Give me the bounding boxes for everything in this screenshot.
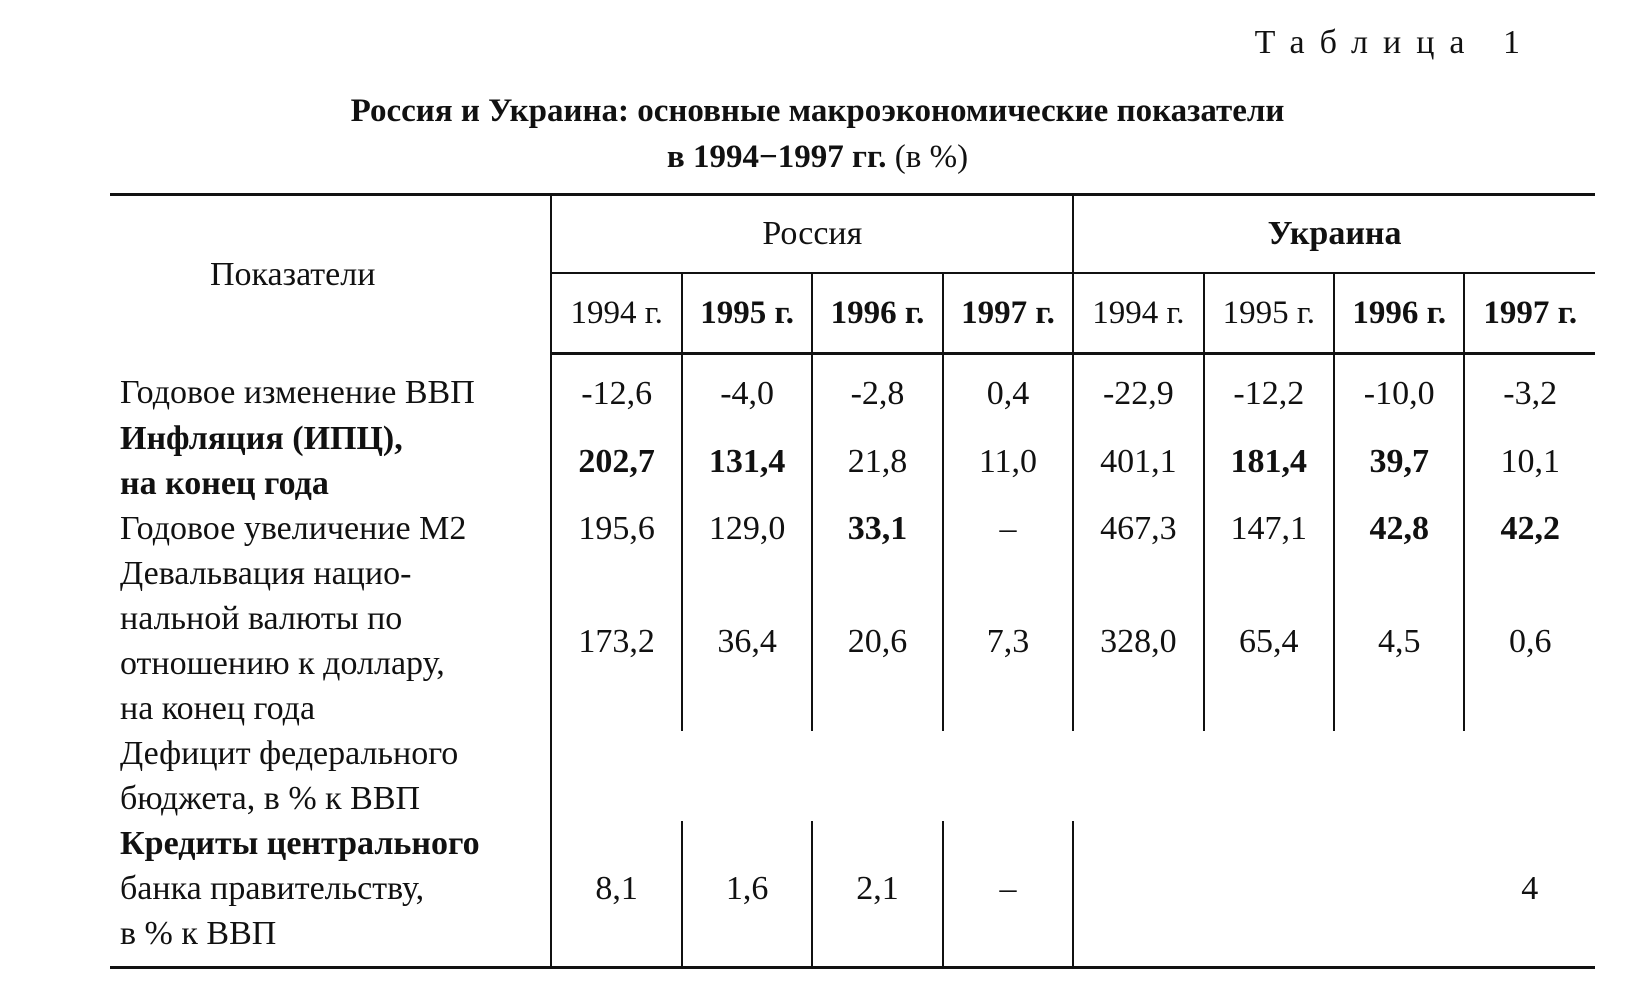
table-cell: 2,1 [812,821,942,968]
table-cell [1073,731,1203,821]
table-cell: 42,8 [1334,506,1464,551]
table-header [110,195,1595,354]
table-body [110,354,1595,968]
group-header-russia: Россия [551,195,1073,274]
table-cell: 7,3 [943,551,1073,731]
table-cell [1464,731,1595,821]
row-label-line: отношению к доллару, [120,645,445,682]
table-cell: 8,1 [551,821,681,968]
table-cell: 467,3 [1073,506,1203,551]
year-header: 1996 г. [1334,273,1464,354]
row-label-line: Девальвация нацио- [120,555,412,592]
table-cell: 328,0 [1073,551,1203,731]
row-label-line: Годовое изменение ВВП [120,374,475,412]
table-cell [943,731,1073,821]
table-cell [1334,731,1464,821]
table-cell: -2,8 [812,354,942,417]
table-cell: 147,1 [1204,506,1334,551]
table-cell: 65,4 [1204,551,1334,731]
table-cell: 1,6 [682,821,812,968]
table-cell: -12,6 [551,354,681,417]
table-cell: 181,4 [1204,416,1334,506]
year-header: 1997 г. [943,273,1073,354]
table-cell [1073,821,1203,968]
table-cell [1204,731,1334,821]
table-cell: 129,0 [682,506,812,551]
table-cell: -3,2 [1503,375,1558,412]
table-cell: 10,1 [1500,442,1560,480]
table-cell: -10,0 [1334,354,1464,417]
table-cell: -22,9 [1073,354,1203,417]
header-row-groups [110,195,1595,274]
row-label-line: Дефицит федерального [120,735,459,772]
table-cell: 21,8 [812,416,942,506]
row-label-line: на конец года [120,690,316,727]
row-label-line: Инфляция (ИПЦ), [120,420,403,457]
row-label-line: нальной валюты по [120,600,403,637]
row-label [110,551,551,731]
year-header: 1995 г. [682,273,812,354]
table-cell: -12,2 [1204,354,1334,417]
table-cell: 4 [1464,821,1595,968]
table-row [110,731,1595,821]
table-cell: 401,1 [1073,416,1203,506]
title-line-1: Россия и Украина: основные макроэкономические показатели [350,93,1285,129]
title-unit: (в %) [894,139,969,175]
year-header: 1997 г. [1464,273,1595,354]
table-cell [1334,821,1464,968]
year-header: 1996 г. [812,273,942,354]
table-cell: 39,7 [1334,416,1464,506]
table-number: Таблица 1 [1254,24,1535,61]
row-label-line: на конец года [120,465,329,502]
table-cell [551,731,681,821]
table-cell: 20,6 [812,551,942,731]
table-cell: -4,0 [682,354,812,417]
table-cell: 11,0 [943,416,1073,506]
table-cell: 173,2 [551,551,681,731]
table-row [110,354,1595,417]
row-label [110,416,551,506]
year-header: 1994 г. [1073,273,1203,354]
row-label-line: банка правительству, [120,870,425,907]
table-row [110,416,1595,506]
row-label-line: в % к ВВП [120,915,277,952]
table-row [110,506,1595,551]
table-cell: – [943,506,1073,551]
row-label [110,731,551,821]
group-header-ukraine: Украина [1073,195,1595,274]
table-cell: 0,4 [943,354,1073,417]
table-cell: 42,2 [1500,510,1560,547]
year-header: 1994 г. [551,273,681,354]
row-label-line: Кредиты центрального [120,825,480,862]
table-cell: 131,4 [682,416,812,506]
row-label [110,354,551,417]
table-cell: 202,7 [551,416,681,506]
table-cell: 4,5 [1334,551,1464,731]
table-cell: 36,4 [682,551,812,731]
macro-indicators-table [110,193,1595,969]
row-label-line: бюджета, в % к ВВП [120,780,421,817]
table-cell: 195,6 [551,506,681,551]
table-cell [682,731,812,821]
table-title [0,88,1635,180]
table-cell [1204,821,1334,968]
row-label-line: Годовое увеличение М2 [120,510,467,547]
table-row [110,551,1595,731]
table-cell [812,731,942,821]
table-cell: 0,6 [1508,622,1552,660]
year-header: 1995 г. [1204,273,1334,354]
indicators-header: Показатели [110,195,551,354]
table-cell: 33,1 [812,506,942,551]
row-label [110,506,551,551]
row-label [110,821,551,968]
title-line-2: в 1994−1997 гг. [666,139,887,175]
table-row [110,821,1595,968]
table-cell: – [943,821,1073,968]
